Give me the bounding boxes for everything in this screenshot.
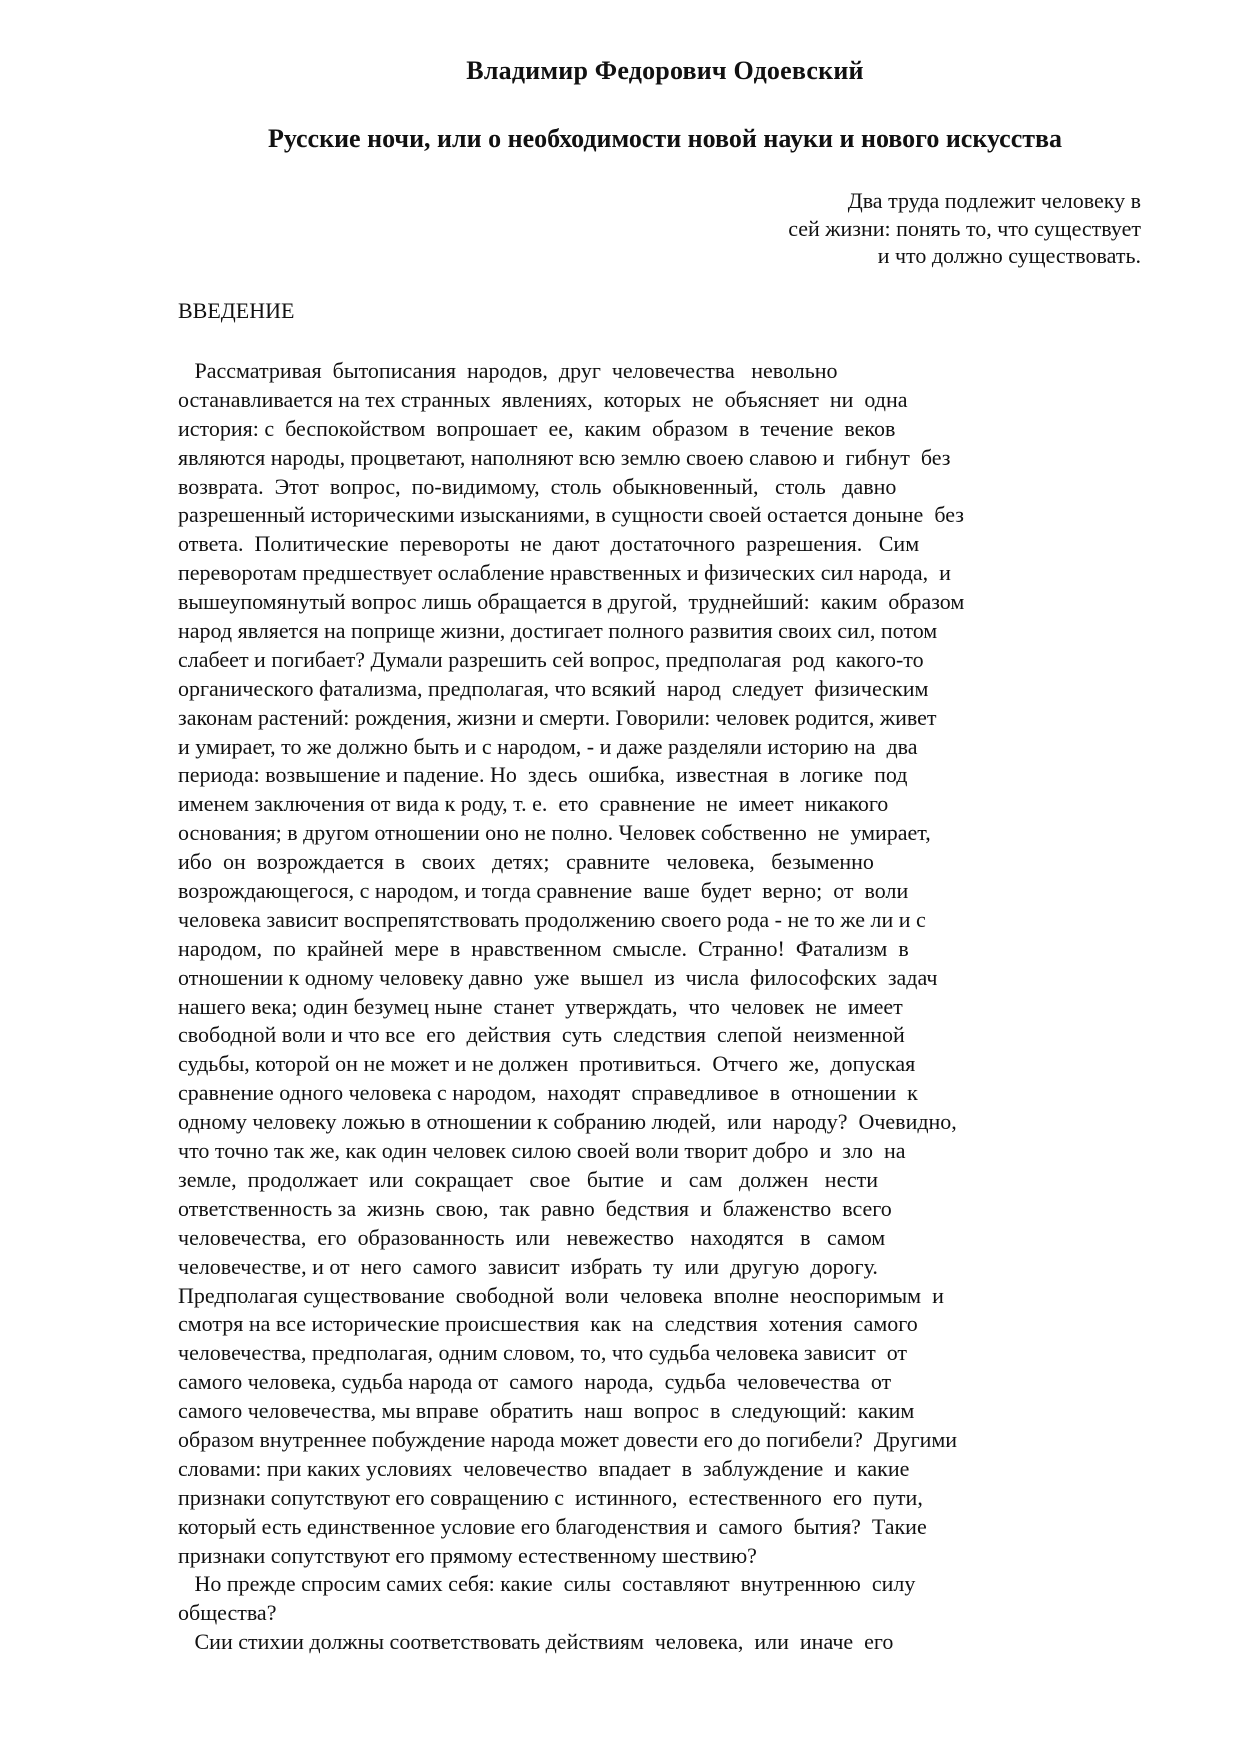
- epigraph-line: сей жизни: понять то, что существует: [788, 215, 1141, 241]
- body-line: земле, продолжает или сокращает свое бытие и сам должен нести: [178, 1166, 879, 1192]
- body-line: Сии стихии должны соответствовать действиям человека, или иначе его: [178, 1629, 894, 1655]
- body-line: самого человечества, мы вправе обратить наш вопрос в следующий: каким: [178, 1398, 915, 1424]
- body-line: останавливается на тех странных явлениях, которых не объясняет ни одна: [178, 386, 908, 412]
- body-line: человека зависит воспрепятствовать продолжению своего рода - не то же ли и с: [178, 906, 926, 932]
- body-line: ибо он возрождается в своих детях; сравните человека, безыменно: [178, 849, 874, 875]
- body-line: сравнение одного человека с народом, находят справедливое в отношении к: [178, 1080, 918, 1106]
- body-line: что точно так же, как один человек силою своей воли творит добро и зло на: [178, 1138, 906, 1164]
- body-line: периода: возвышение и падение. Но здесь ошибка, известная в логике под: [178, 762, 908, 788]
- body-line: признаки сопутствуют его совращению с истинного, естественного его пути,: [178, 1484, 923, 1510]
- body-line: нашего века; один безумец ныне станет утверждать, что человек не имеет: [178, 993, 903, 1019]
- body-line: органического фатализма, предполагая, что всякий народ следует физическим: [178, 675, 929, 701]
- section-heading: ВВЕДЕНИЕ: [178, 298, 295, 323]
- body-line: судьбы, которой он не может и не должен противиться. Отчего же, допуская: [178, 1051, 916, 1077]
- body-line: самого человека, судьба народа от самого народа, судьба человечества от: [178, 1369, 892, 1395]
- epigraph-line: Два труда подлежит человеку в: [847, 188, 1141, 213]
- body-line: смотря на все исторические происшествия как на следствия хотения самого: [178, 1311, 918, 1337]
- body-line: свободной воли и что все его действия суть следствия слепой неизменной: [178, 1022, 905, 1048]
- body-line: словами: при каких условиях человечество впадает в заблуждение и какие: [178, 1455, 910, 1481]
- body-line: история: с беспокойством вопрошает ее, каким образом в течение веков: [178, 415, 896, 441]
- body-line: ответственность за жизнь свою, так равно бедствия и блаженство всего: [178, 1195, 892, 1221]
- epigraph-line: и что должно существовать.: [877, 243, 1141, 268]
- body-line: Но прежде спросим самих себя: какие силы составляют внутреннюю силу: [178, 1571, 916, 1597]
- body-line: возврата. Этот вопрос, по-видимому, столь обыкновенный, столь давно: [178, 473, 897, 499]
- author-name: Владимир Федорович Одоевский: [466, 56, 864, 85]
- document-title: Русские ночи, или о необходимости новой науки и нового искусства: [267, 124, 1063, 153]
- body-line: отношении к одному человеку давно уже вышел из числа философских задач: [178, 964, 938, 990]
- body-line: ответа. Политические перевороты не дают достаточного разрешения. Сим: [178, 531, 920, 557]
- body-line: разрешенный историческими изысканиями, в сущности своей остается доныне без: [178, 502, 964, 528]
- body-line: вышеупомянутый вопрос лишь обращается в другой, труднейший: каким образом: [178, 589, 965, 615]
- body-line: человечестве, и от него самого зависит избрать ту или другую дорогу.: [178, 1253, 878, 1279]
- body-line: который есть единственное условие его благоденствия и самого бытия? Такие: [178, 1513, 927, 1539]
- body-line: Предполагая существование свободной воли человека вполне неоспоримым и: [178, 1282, 944, 1308]
- body-line: общества?: [178, 1600, 277, 1626]
- body-line: человечества, предполагая, одним словом, то, что судьба человека зависит от: [178, 1340, 908, 1366]
- body-line: основания; в другом отношении оно не полно. Человек собственно не умирает,: [178, 820, 931, 846]
- body-line: возрождающегося, с народом, и тогда сравнение ваше будет верно; от воли: [178, 878, 909, 904]
- body-line: одному человеку ложью в отношении к собранию людей, или народу? Очевидно,: [178, 1109, 957, 1135]
- body-line: народ является на поприще жизни, достигает полного развития своих сил, потом: [178, 618, 938, 644]
- body-line: образом внутреннее побуждение народа может довести его до погибели? Другими: [178, 1426, 958, 1452]
- epigraph: [621, 187, 1141, 270]
- body-line: именем заключения от вида к роду, т. е. ето сравнение не имеет никакого: [178, 791, 889, 817]
- body-line: слабеет и погибает? Думали разрешить сей вопрос, предполагая род какого-то: [178, 646, 924, 672]
- body-line: и умирает, то же должно быть и с народом, - и даже разделяли историю на два: [178, 733, 918, 759]
- body-line: переворотам предшествует ослабление нравственных и физических сил народа, и: [178, 560, 951, 586]
- body-line: являются народы, процветают, наполняют всю землю своею славою и гибнут без: [178, 444, 951, 470]
- body-line: народом, по крайней мере в нравственном смысле. Странно! Фатализм в: [178, 935, 909, 961]
- body-text: [178, 357, 1078, 1657]
- body-line: признаки сопутствуют его прямому естественному шествию?: [178, 1542, 757, 1568]
- body-line: человечества, его образованность или невежество находятся в самом: [178, 1224, 886, 1250]
- body-line: законам растений: рождения, жизни и смерти. Говорили: человек родится, живет: [178, 704, 937, 730]
- body-line: Рассматривая бытописания народов, друг человечества невольно: [178, 358, 838, 383]
